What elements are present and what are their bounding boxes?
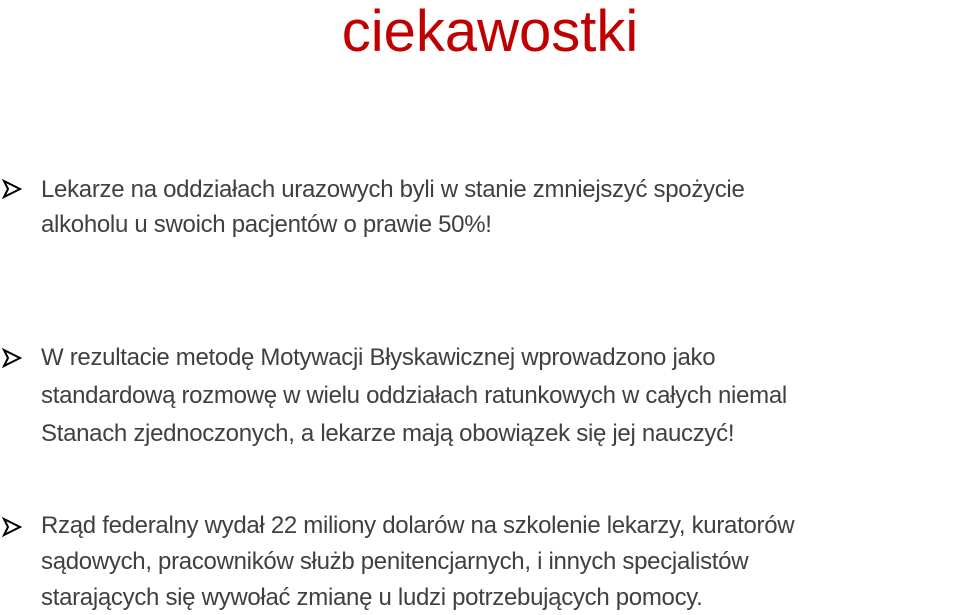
bullet-line: standardową rozmowę w wielu oddziałach ratunkowych w całych niemal xyxy=(41,382,787,409)
arrow-bullet-icon xyxy=(2,179,24,199)
bullet-line: alkoholu u swoich pacjentów o prawie 50%! xyxy=(41,211,492,238)
bullet-line: sądowych, pracowników służb penitencjarnych, i innych specjalistów xyxy=(41,548,749,575)
bullet-line: Lekarze na oddziałach urazowych byli w stanie zmniejszyć spożycie xyxy=(41,176,745,203)
bullet-line: W rezultacie metodę Motywacji Błyskawicznej wprowadzono jako xyxy=(41,344,716,371)
arrow-bullet-icon xyxy=(2,517,24,537)
bullet-line: Stanach zjednoczonych, a lekarze mają obowiązek się jej nauczyć! xyxy=(41,420,735,447)
bullet-line: starających się wywołać zmianę u ludzi potrzebujących pomocy. xyxy=(41,584,703,611)
bullet-text xyxy=(41,508,960,615)
bullet-text xyxy=(41,172,960,242)
arrow-bullet-icon xyxy=(2,348,24,368)
slide-title: ciekawostki xyxy=(341,0,639,64)
bullet-text xyxy=(41,339,960,453)
bullet-line: Rząd federalny wydał 22 miliony dolarów na szkolenie lekarzy, kuratorów xyxy=(41,512,795,539)
